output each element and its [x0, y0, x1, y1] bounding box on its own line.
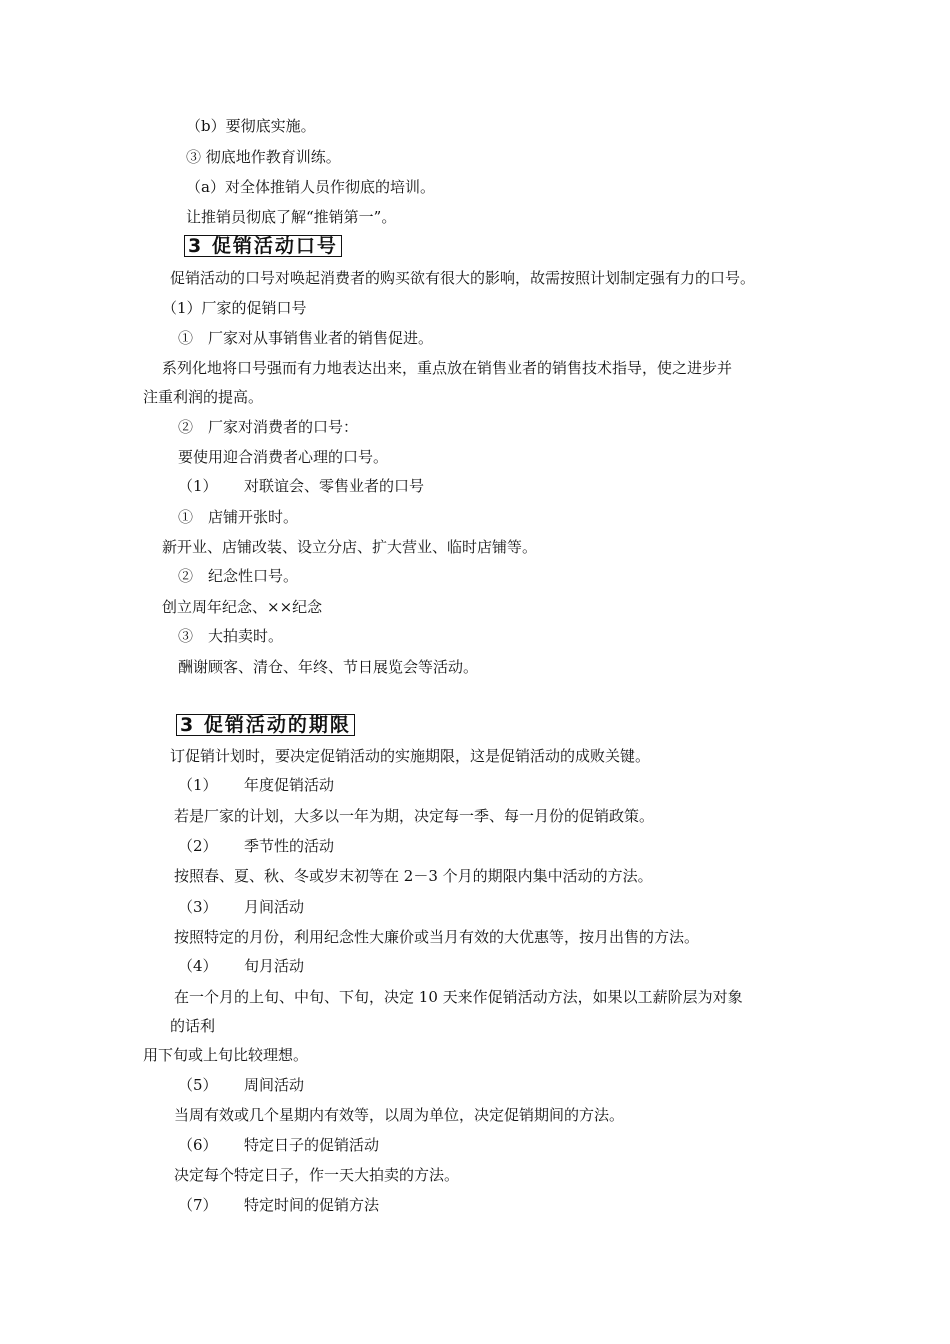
text-line: ③ 大拍卖时。 [178, 627, 284, 645]
text-line: ② 厂家对消费者的口号： [178, 418, 359, 436]
item-number: （5） [178, 1076, 218, 1094]
item-text: 年度促销活动 [244, 776, 335, 794]
text-line: 促销活动的口号对唤起消费者的购买欲有很大的影响，故需按照计划制定强有力的口号。 [170, 269, 756, 287]
text-line: （1）厂家的促销口号 [162, 299, 307, 317]
numbered-item [178, 836, 334, 856]
text-line: 用下旬或上旬比较理想。 [143, 1046, 309, 1064]
text-line: 新开业、店铺改装、设立分店、扩大营业、临时店铺等。 [162, 538, 538, 556]
section-heading-slogan: 3 促销活动口号 [184, 235, 342, 257]
numbered-item [178, 1195, 379, 1215]
numbered-item [178, 897, 304, 917]
item-number: （4） [178, 957, 218, 975]
text-line: 当周有效或几个星期内有效等，以周为单位，决定促销期间的方法。 [174, 1106, 625, 1124]
text-line: （b）要彻底实施。 [186, 117, 316, 135]
item-text: 特定日子的促销活动 [244, 1136, 380, 1154]
text-line: 按照春、夏、秋、冬或岁末初等在 2－3 个月的期限内集中活动的方法。 [174, 867, 653, 885]
text-line: 创立周年纪念、××纪念 [162, 598, 323, 616]
text-line: 订促销计划时，要决定促销活动的实施期限，这是促销活动的成败关键。 [170, 747, 651, 765]
text-line: ① 厂家对从事销售业者的销售促进。 [178, 329, 434, 347]
item-number: （1） [178, 776, 218, 794]
numbered-item [178, 775, 334, 795]
text-line: 系列化地将口号强而有力地表达出来，重点放在销售业者的销售技术指导，使之进步并 [162, 359, 733, 377]
item-text: 周间活动 [244, 1076, 305, 1094]
item-number: （7） [178, 1196, 218, 1214]
item-text: 旬月活动 [244, 957, 305, 975]
text-line: 的话利 [170, 1017, 216, 1035]
text-line: ③ 彻底地作教育训练。 [186, 148, 341, 166]
text-line: 注重利润的提高。 [143, 388, 264, 406]
item-number: （1） [178, 477, 218, 495]
numbered-item [178, 956, 304, 976]
text-line: 决定每个特定日子，作一天大拍卖的方法。 [174, 1166, 460, 1184]
item-text: 特定时间的促销方法 [244, 1196, 380, 1214]
text-line: ① 店铺开张时。 [178, 508, 299, 526]
item-text: 季节性的活动 [244, 837, 335, 855]
text-line: 若是厂家的计划，大多以一年为期，决定每一季、每一月份的促销政策。 [174, 807, 655, 825]
text-line: 按照特定的月份，利用纪念性大廉价或当月有效的大优惠等，按月出售的方法。 [174, 928, 700, 946]
text-line: 要使用迎合消费者心理的口号。 [178, 448, 389, 466]
item-number: （2） [178, 837, 218, 855]
item-text: 月间活动 [244, 898, 305, 916]
item-text: 对联谊会、零售业者的口号 [244, 477, 425, 495]
text-line: ② 纪念性口号。 [178, 567, 299, 585]
section-heading-period: 3 促销活动的期限 [176, 714, 355, 736]
numbered-item [178, 476, 424, 496]
text-line: 酬谢顾客、清仓、年终、节日展览会等活动。 [178, 658, 479, 676]
numbered-item [178, 1075, 304, 1095]
text-line: 在一个月的上旬、中旬、下旬，决定 10 天来作促销活动方法，如果以工薪阶层为对象 [174, 988, 743, 1006]
item-number: （6） [178, 1136, 218, 1154]
text-line: （a）对全体推销人员作彻底的培训。 [186, 178, 435, 196]
item-number: （3） [178, 898, 218, 916]
text-line: 让推销员彻底了解“推销第一”。 [186, 208, 397, 226]
numbered-item [178, 1135, 379, 1155]
